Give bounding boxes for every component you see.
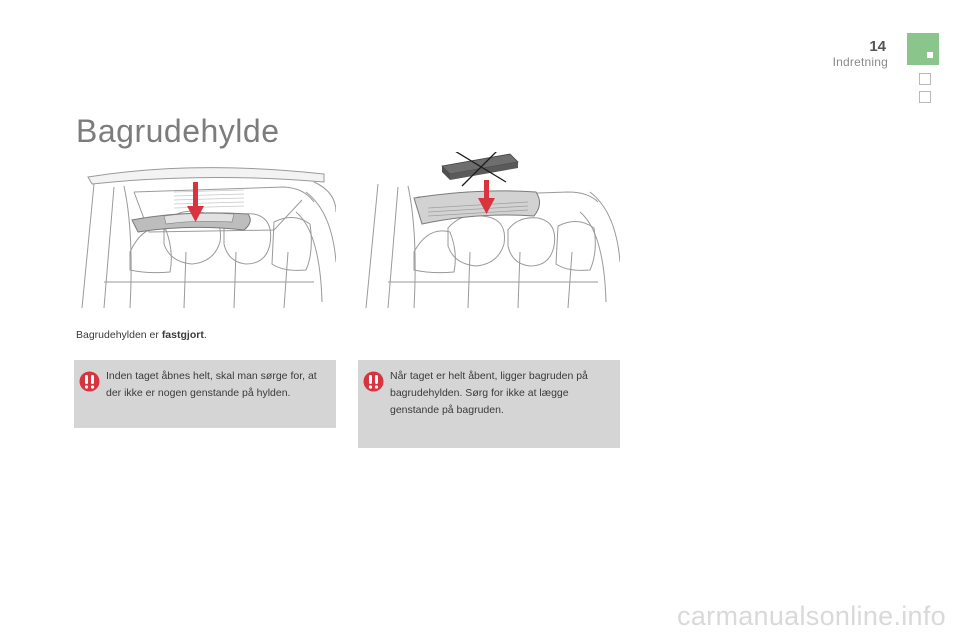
page-title: Bagrudehylde — [76, 113, 280, 150]
warning-note — [74, 360, 336, 428]
caption-emphasis: fastgjort — [161, 328, 204, 341]
chapter-nav-square[interactable] — [919, 91, 931, 103]
chapter-marker-icon — [927, 52, 933, 58]
warning-text: Inden taget åbnes helt, skal man sørge for, at der ikke er nogen genstande på hylden. — [106, 370, 317, 399]
caption-text: Bagrudehylden er — [76, 328, 162, 341]
section-name: Indretning — [832, 55, 888, 69]
page-number: 14 — [869, 38, 886, 55]
warning-note — [358, 360, 620, 448]
chapter-nav-tab[interactable] — [907, 33, 939, 65]
shelf-caption — [76, 329, 207, 341]
box-object-icon — [442, 154, 518, 180]
caption-period: . — [203, 328, 207, 341]
warning-icon — [363, 371, 384, 392]
folded-roof-illustration — [358, 152, 620, 308]
warning-icon — [79, 371, 100, 392]
rear-shelf-illustration — [74, 152, 336, 308]
watermark: carmanualsonline.info — [677, 601, 946, 631]
warning-text: Når taget er helt åbent, ligger bagruden på bagrudehylden. Sørg for ikke at lægge genstande på bagruden. — [390, 370, 588, 416]
chapter-nav-square[interactable] — [919, 73, 931, 85]
